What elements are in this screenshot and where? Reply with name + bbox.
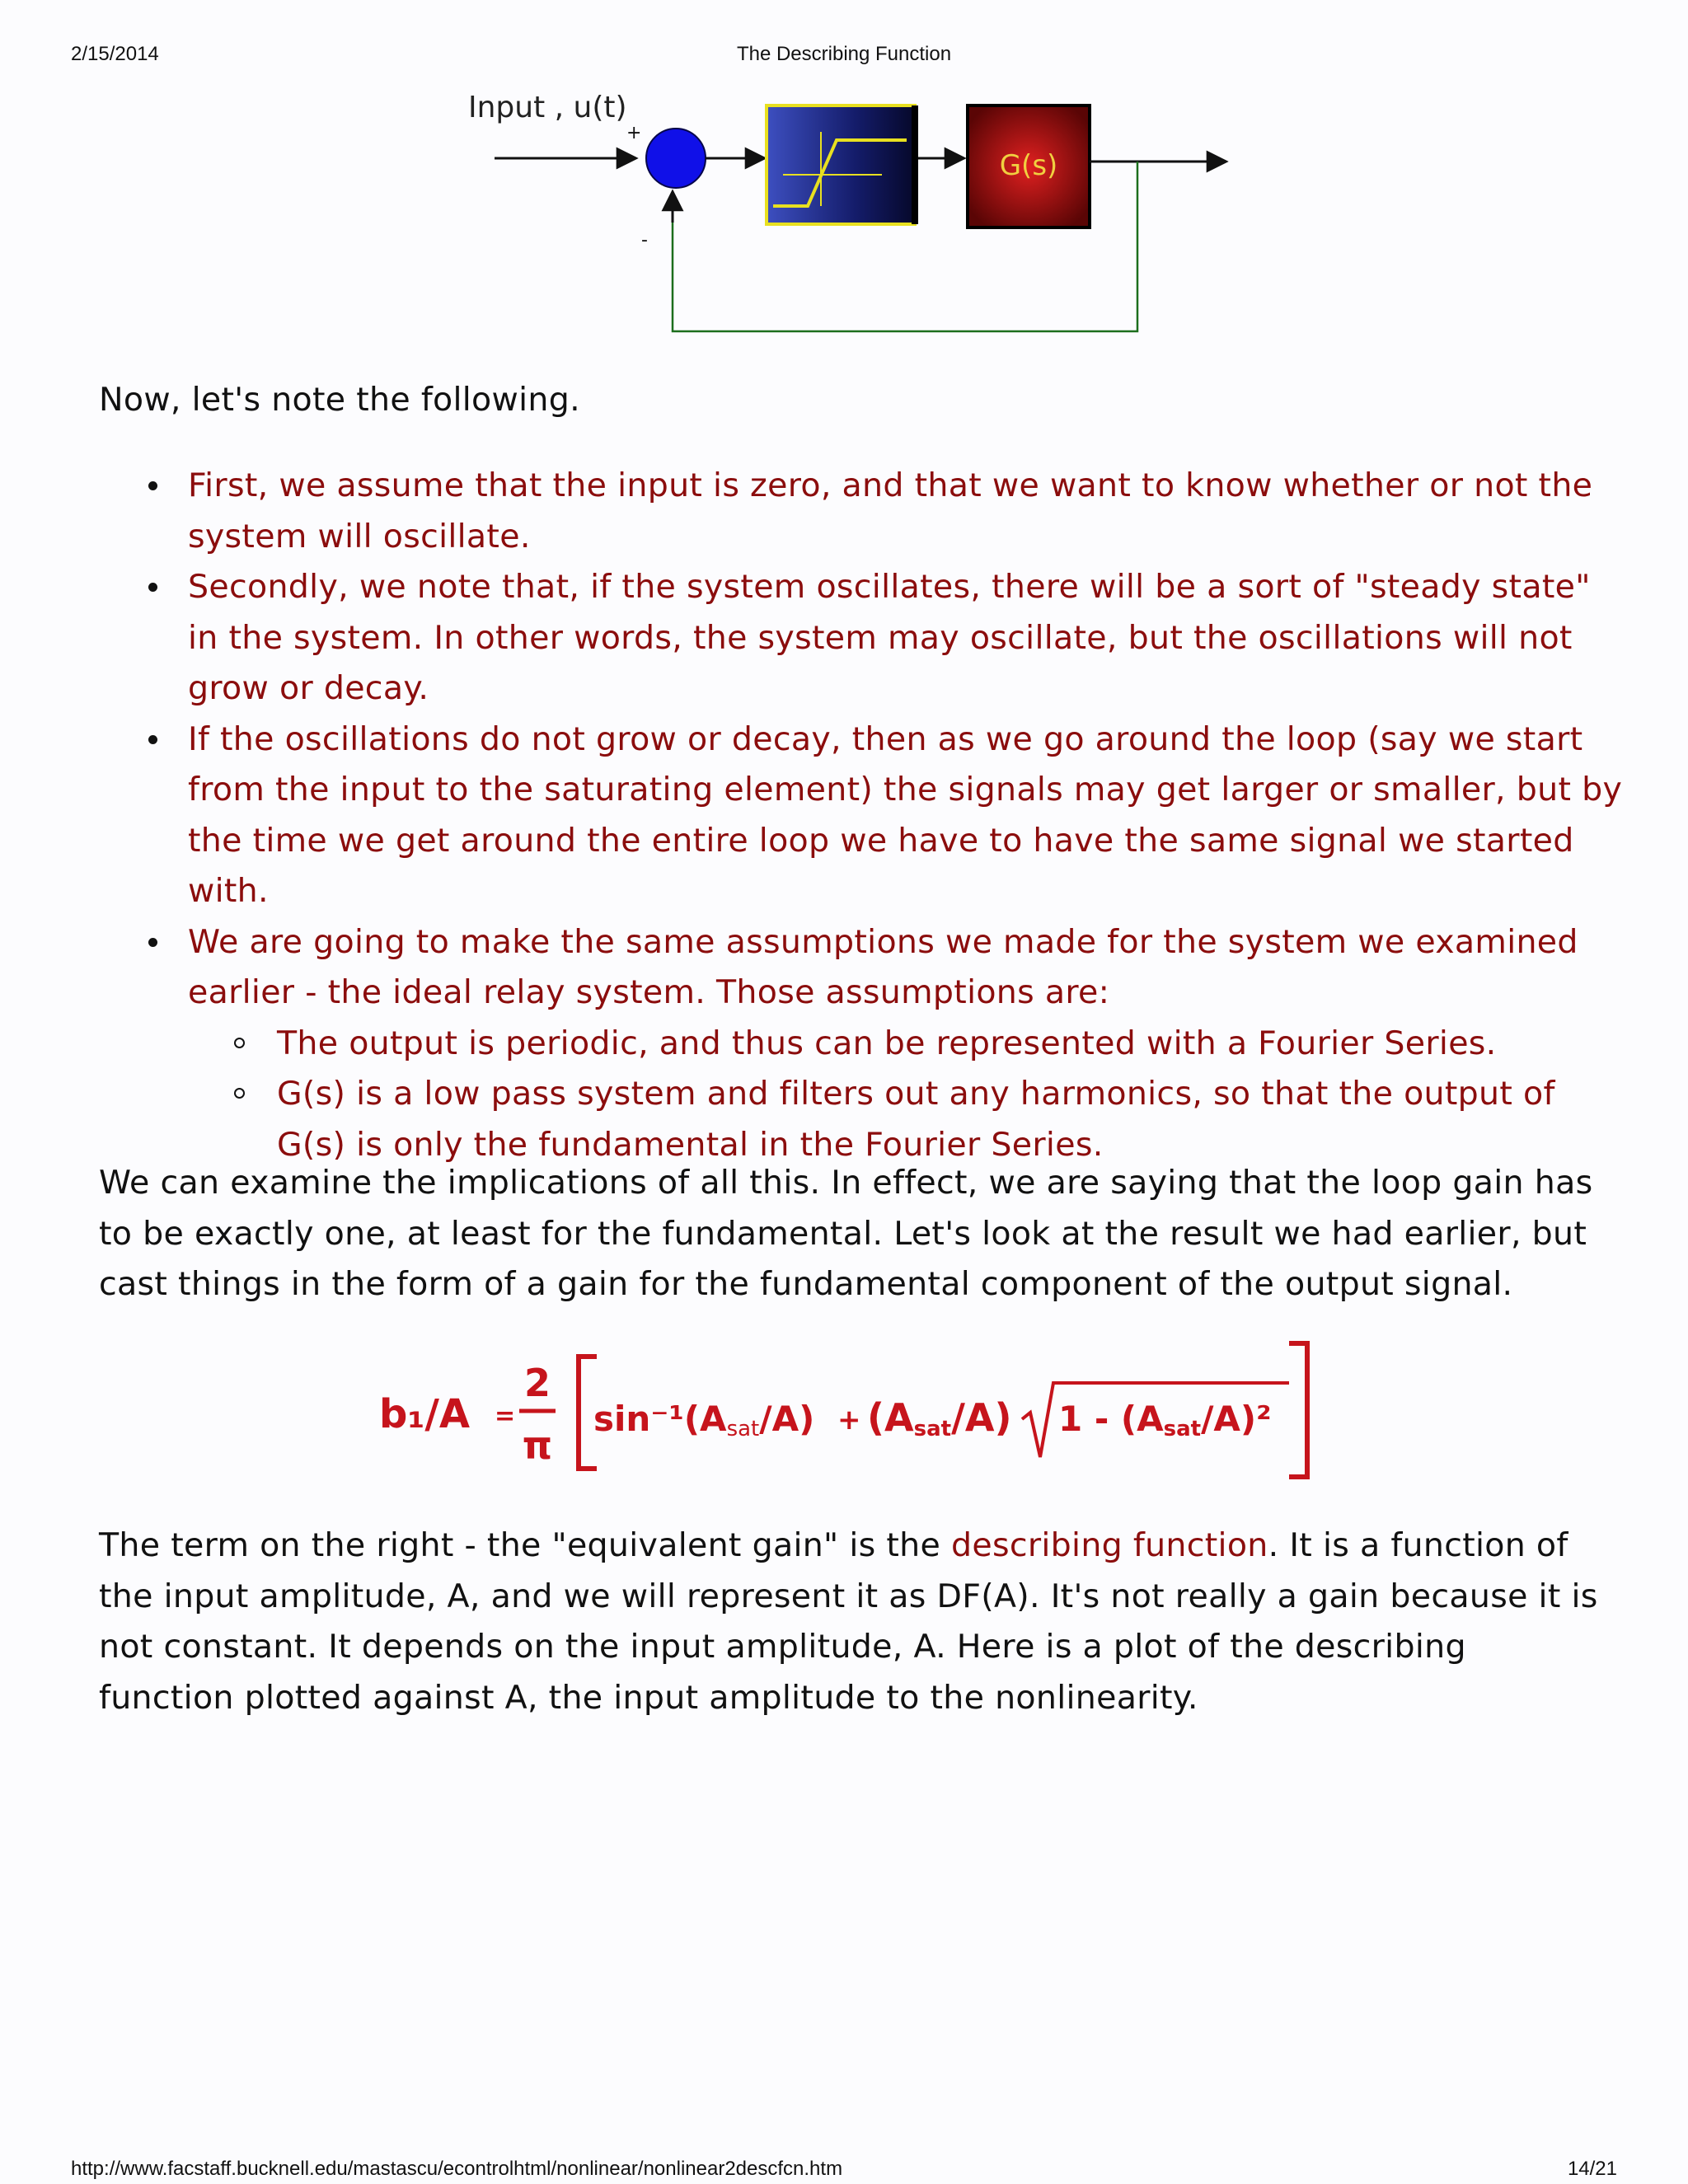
formula-equals: =: [495, 1402, 516, 1431]
implications-paragraph: We can examine the implications of all this. In effect, we are saying that the loop gain has to be exactly one, at least for the fundamental. Let's look at the result we had earlier, but cast things in the form of a gain for the fundamental component of the output signal.: [99, 1164, 1593, 1303]
sub-list-item: G(s) is a low pass system and filters out any harmonics, so that the output of G(s) is only the fundamental in the Fourier Series.: [188, 1069, 1624, 1170]
list-item: If the oscillations do not grow or decay, then as we go around the loop (say we start from the input to the saturating element) the signals may get larger or smaller, but by the time we get around the entire loop we have to have the same signal we started with.: [99, 715, 1624, 917]
footer-url: http://www.facstaff.bucknell.edu/mastascu/econtrolhtml/nonlinear/nonlinear2descfcn.htm: [71, 2158, 843, 2180]
describing-function-link[interactable]: describing function: [950, 1526, 1268, 1564]
sub-list-item: The output is periodic, and thus can be represented with a Fourier Series.: [188, 1019, 1624, 1070]
header-title: The Describing Function: [736, 43, 952, 65]
formula-radicand: 1 - (Asat/A)²: [1058, 1399, 1272, 1441]
footer-page-number: 14/21: [1567, 2158, 1617, 2180]
list-item: [99, 917, 1624, 1171]
summing-junction: [646, 129, 706, 188]
formula-denominator: π: [522, 1423, 553, 1468]
formula-term2: (Asat/A): [867, 1395, 1012, 1441]
assumptions-list: [99, 461, 1624, 1170]
minus-sign: -: [641, 230, 648, 251]
formula-numerator: 2: [523, 1361, 551, 1405]
list-item-text: We are going to make the same assumptions we made for the system we examined earlier - the ideal relay system. Those assumptions are:: [188, 922, 1578, 1011]
right-bracket: [1289, 1343, 1307, 1477]
formula-term1: sin⁻¹(Asat/A): [593, 1399, 815, 1441]
formula-lhs: b₁/A: [379, 1391, 471, 1437]
sub-list: [188, 1019, 1624, 1171]
formula-plus: +: [837, 1404, 861, 1436]
plant-block: [968, 105, 1090, 227]
describing-function-paragraph: The term on the right - the "equivalent gain" is the describing function. It is a function of the input amplitude, A, and we will represent it as DF(A). It's not really a gain because it is not constant. It depends on the input amplitude, A. Here is a plot of the describing function plotted against A, the input amplitude to the nonlinearity.: [99, 1526, 1598, 1717]
input-label: Input , u(t): [468, 91, 627, 124]
block-diagram: [462, 82, 1253, 346]
describing-function-formula: [371, 1337, 1327, 1485]
header-date: 2/15/2014: [71, 43, 159, 65]
plant-label: G(s): [999, 149, 1058, 182]
intro-text: Now, let's note the following.: [99, 381, 580, 419]
list-item: First, we assume that the input is zero, and that we want to know whether or not the system will oscillate.: [99, 461, 1624, 562]
plus-sign: +: [626, 123, 642, 143]
list-item: Secondly, we note that, if the system oscillates, there will be a sort of "steady state" in the system. In other words, the system may oscillate, but the oscillations will not grow or decay.: [99, 562, 1624, 715]
saturation-block: [767, 105, 915, 224]
